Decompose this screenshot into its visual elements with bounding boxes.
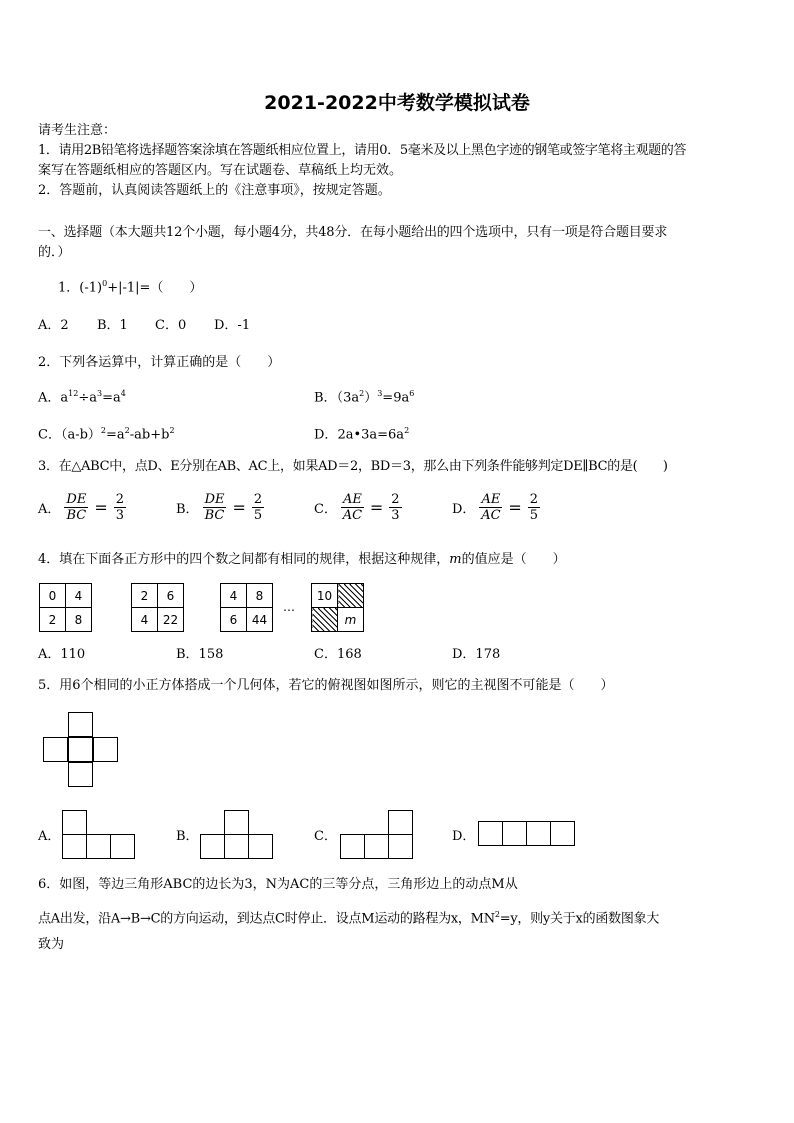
q5-option-c-label: C． xyxy=(314,829,337,844)
notice-item-1b: 案写在答题纸相应的答题区内。写在试题卷、草稿纸上均无效。 xyxy=(38,163,403,178)
section-heading-line1: 一、选择题（本大题共12个小题，每小题4分，共48分．在每小题给出的四个选项中，只有一项是符合题目要求 xyxy=(38,225,668,240)
q4-option-a: A．110 xyxy=(38,647,86,662)
q4-option-c: C．168 xyxy=(314,647,362,662)
q4-grid-1: 0 4 2 8 xyxy=(39,583,92,632)
q3-option-c: C． $\frac{AE}{AC}$ = $\frac{2}{3}$ xyxy=(314,492,400,523)
question-6-line2: 点A出发，沿A→B→C的方向运动，到达点C时停止．设点M运动的路程为x，$MN^2=y$，则y关于x的函数图象大 xyxy=(38,910,660,927)
question-1-stem: 1．$(-1)^0+|-1|=$（ ） xyxy=(58,279,203,296)
q1-option-a: A．2 xyxy=(38,318,69,333)
q1-option-d: D．-1 xyxy=(214,318,251,333)
q3-option-d: D． $\frac{AE}{AC}$ = $\frac{2}{5}$ xyxy=(452,492,539,523)
q5-option-d-label: D． xyxy=(452,829,476,844)
question-2-stem: 2．下列各运算中，计算正确的是（ ） xyxy=(38,355,281,370)
q2-option-d: D．$2a•3a=6a^2$ xyxy=(314,426,410,443)
question-6-line1: 6．如图，等边三角形ABC的边长为3，N为AC的三等分点，三角形边上的动点M从 xyxy=(38,877,518,892)
q5-option-a-label: A． xyxy=(38,829,61,844)
hatched-cell xyxy=(338,584,364,608)
question-5-stem: 5．用6个相同的小正方体搭成一个几何体，若它的俯视图如图所示，则它的主视图不可能是（ ） xyxy=(38,678,614,693)
notice-item-1a: 1．请用2B铅笔将选择题答案涂填在答题纸相应位置上，请用0．5毫米及以上黑色字迹的钢笔或签字笔将主观题的答 xyxy=(38,143,687,158)
section-heading-line2: 的．） xyxy=(38,245,71,260)
notice-item-2: 2．答题前，认真阅读答题纸上的《注意事项》，按规定答题。 xyxy=(38,183,391,198)
q4-grid-4: 10 m xyxy=(311,583,364,632)
q3-option-b: B． $\frac{DE}{BC}$ = $\frac{2}{5}$ xyxy=(176,492,263,523)
q2-option-b: B．$(3a^2)^3=9a^6$ xyxy=(314,389,415,406)
q2-option-c: C．$(a-b)^2=a^2-ab+b^2$ xyxy=(38,426,175,443)
q4-option-d: D．178 xyxy=(452,647,501,662)
q4-grid-2: 2 6 4 22 xyxy=(131,583,184,632)
notice-heading: 请考生注意： xyxy=(38,123,117,138)
q3-option-a: A． $\frac{DE}{BC}$ = $\frac{2}{3}$ xyxy=(38,492,124,523)
q1-option-b: B．1 xyxy=(97,318,128,333)
q1-option-c: C．0 xyxy=(155,318,187,333)
q5-option-b-label: B． xyxy=(176,829,199,844)
page-title: 2021-2022中考数学模拟试卷 xyxy=(264,92,530,114)
q4-ellipsis: … xyxy=(283,600,295,614)
hatched-cell xyxy=(312,608,338,632)
q2-option-a: A．$a^{12}\div a^3=a^4$ xyxy=(38,389,126,406)
q4-grid-3: 4 8 6 44 xyxy=(220,583,273,632)
question-4-stem: 4．填在下面各正方形中的四个数之间都有相同的规律，根据这种规律，m的值应是（ ） xyxy=(38,552,566,567)
question-3-stem: 3．在△ABC中，点D、E分别在AB、AC上，如果AD＝2，BD＝3，那么由下列条件能够判定DE∥BC的是( ) xyxy=(38,459,668,474)
q4-option-b: B．158 xyxy=(176,647,224,662)
question-6-line3: 致为 xyxy=(38,937,65,952)
